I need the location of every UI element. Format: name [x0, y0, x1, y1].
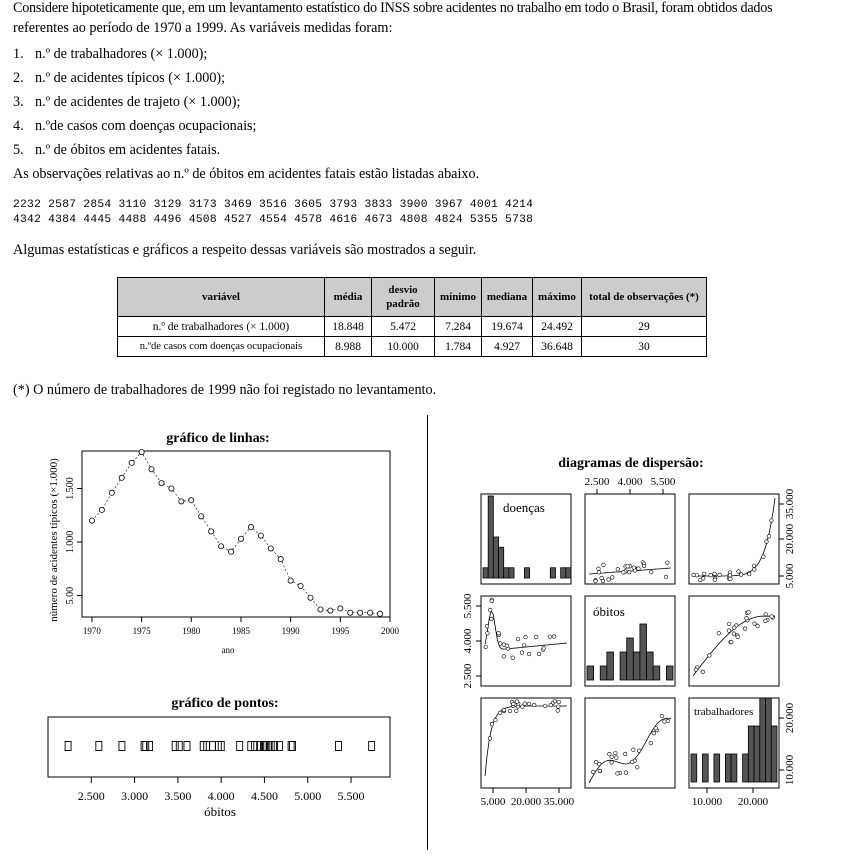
right-tick-label: 10.000	[784, 754, 796, 786]
scatter-point	[557, 705, 561, 709]
line-point	[358, 610, 363, 615]
scatter-point	[553, 699, 557, 703]
row1-total: 29	[582, 317, 707, 337]
scatter-point	[752, 564, 756, 568]
row2-variavel: n.ºde casos com doenças ocupacionais	[118, 337, 325, 357]
scatter-point	[537, 652, 541, 656]
bottom-tick-label: 20.000	[510, 796, 542, 808]
scatter-point	[490, 617, 494, 621]
scatter-point	[488, 737, 492, 741]
hist-bar-obitos	[653, 666, 660, 680]
scatter-point	[608, 752, 612, 756]
line-point	[258, 533, 263, 538]
right-tick-label: 35.000	[784, 488, 796, 520]
dot-point	[65, 742, 71, 751]
line-point	[129, 460, 134, 465]
hist-bar-obitos	[633, 652, 640, 680]
scatter-point	[497, 631, 501, 635]
hist-bar-trabalhadores	[731, 754, 737, 782]
scatter-point	[511, 702, 515, 706]
scatter-point	[664, 575, 668, 579]
x-tick-label: 3.500	[164, 789, 192, 803]
scatter-point	[666, 719, 670, 723]
list-item-number: 1.	[13, 46, 24, 62]
bottom-tick-label: 5.000	[480, 796, 506, 808]
dot-point	[288, 742, 294, 751]
header-media: média	[325, 278, 372, 317]
hist-bar-doencas	[550, 568, 555, 578]
bottom-tick-label: 20.000	[737, 796, 769, 808]
hist-bar-trabalhadores	[702, 754, 708, 782]
row2-mediana: 4.927	[482, 337, 533, 357]
hist-bar-obitos	[587, 666, 594, 680]
scatter-point	[708, 654, 712, 658]
row1-media: 18.848	[325, 317, 372, 337]
x-tick-label: 1980	[182, 626, 201, 636]
line-chart-ylabel: número de acidentes típicos (×1.000)	[48, 458, 60, 622]
scatter-point	[615, 756, 619, 760]
hist-bar-obitos	[627, 638, 634, 680]
line-series	[92, 452, 380, 614]
row2-total: 30	[582, 337, 707, 357]
scatter-point	[486, 631, 490, 635]
line-point	[288, 578, 293, 583]
scatter-point	[745, 616, 749, 620]
line-point	[308, 595, 313, 600]
scatter-point	[701, 670, 705, 674]
smooth-curve	[485, 611, 567, 649]
scatter-point	[692, 573, 696, 577]
x-tick-label: 2.500	[77, 789, 105, 803]
scatter-point	[753, 622, 757, 626]
line-point	[348, 610, 353, 615]
hist-bar-trabalhadores	[714, 754, 720, 782]
scatter-point	[739, 573, 743, 577]
smooth-curve	[485, 706, 567, 776]
dot-point	[369, 742, 375, 751]
scatter-point	[607, 578, 611, 582]
diag-label-trabalhadores: trabalhadores	[694, 706, 754, 718]
hist-bar-trabalhadores	[766, 698, 772, 782]
scatter-point	[548, 635, 552, 639]
dot-point	[184, 742, 190, 751]
x-tick-label: 1990	[281, 626, 300, 636]
scatter-point	[732, 632, 736, 636]
scatter-point	[642, 564, 646, 568]
scatter-point	[632, 748, 636, 752]
row1-maximo: 24.492	[533, 317, 582, 337]
line-point	[298, 583, 303, 588]
hist-bar-obitos	[666, 666, 673, 680]
line-point	[89, 518, 94, 523]
scatter-point	[614, 751, 618, 755]
line-chart-xlabel: ano	[221, 645, 235, 655]
scatter-point	[516, 637, 520, 641]
row2-minimo: 1.784	[435, 337, 482, 357]
scatter-point	[635, 765, 639, 769]
top-tick-label: 4.000	[617, 476, 643, 488]
header-minimo: mínimo	[435, 278, 482, 317]
scatter-point	[637, 567, 641, 571]
hist-bar-doencas	[488, 496, 493, 578]
scatter-point	[736, 635, 740, 639]
line-point	[377, 611, 382, 616]
bottom-tick-label: 10.000	[691, 796, 723, 808]
smooth-curve	[589, 718, 671, 783]
scatter-point	[488, 608, 492, 612]
scatter-point	[717, 631, 721, 635]
x-tick-label: 1995	[331, 626, 350, 636]
scatter-point	[747, 611, 751, 615]
hist-bar-doencas	[509, 568, 514, 578]
scatter-point	[611, 576, 615, 580]
hist-bar-trabalhadores	[725, 754, 731, 782]
row1-desvio: 5.472	[372, 317, 435, 337]
scatter-point	[770, 615, 774, 619]
dot-point	[143, 742, 149, 751]
scatter-point	[764, 612, 768, 616]
scatter-point	[490, 722, 494, 726]
scatter-point	[498, 711, 502, 715]
smooth-curve	[693, 616, 775, 676]
line-point	[169, 486, 174, 491]
scatter-point	[494, 718, 498, 722]
x-tick-label: 1985	[231, 626, 250, 636]
line-point	[338, 606, 343, 611]
scatter-point	[694, 668, 698, 672]
line-point	[368, 610, 373, 615]
scatter-point	[713, 578, 717, 582]
x-tick-label: 1975	[132, 626, 151, 636]
header-variavel: variável	[118, 278, 325, 317]
scatter-point	[598, 769, 602, 773]
line-point	[218, 544, 223, 549]
scatter-point	[695, 573, 699, 577]
scatter-point	[632, 566, 636, 570]
scatter-point	[524, 635, 528, 639]
scatter-point	[709, 573, 713, 577]
hist-bar-doencas	[561, 568, 566, 578]
line-chart-title: gráfico de linhas:	[166, 431, 270, 446]
x-tick-label: 4.500	[250, 789, 278, 803]
scatter-point	[762, 555, 766, 559]
scatter-point	[484, 645, 488, 649]
left-tick-label: 5.500	[462, 593, 474, 619]
line-point	[179, 499, 184, 504]
x-tick-label: 1970	[82, 626, 101, 636]
scatter-point	[729, 640, 733, 644]
line-point	[119, 475, 124, 480]
x-tick-label: 4.000	[207, 789, 235, 803]
header-total-label: total de observações (*)	[589, 291, 699, 303]
hist-bar-doencas	[504, 568, 509, 578]
scatter-point	[616, 772, 620, 776]
scatter-point	[552, 635, 556, 639]
intro-line-1: Considere hipoteticamente que, em um levantamento estatístico do INSS sobre acidentes no trabalho em todo o Brasil, foram obtidos dados	[13, 0, 773, 16]
scatter-point	[610, 761, 614, 765]
matrix-panel	[689, 494, 779, 584]
list-item-text: n.º de trabalhadores (× 1.000);	[35, 46, 208, 62]
line-point	[139, 449, 144, 454]
scatter-point	[654, 726, 658, 730]
line-point	[328, 608, 333, 613]
scatter-point	[498, 642, 502, 646]
right-tick-label: 20.000	[784, 523, 796, 555]
scatter-point	[505, 644, 509, 648]
scatter-point	[522, 643, 526, 647]
intro-line-2: referentes ao período de 1970 a 1999. As variáveis medidas foram:	[13, 20, 393, 36]
scatter-point	[752, 568, 756, 572]
dot-point	[96, 742, 102, 751]
scatter-point	[747, 572, 751, 576]
list-item-text: n.º de óbitos em acidentes fatais.	[35, 142, 221, 158]
statistics-intro: Algumas estatísticas e gráficos a respeito dessas variáveis são mostrados a seguir.	[13, 242, 477, 258]
hist-bar-trabalhadores	[748, 726, 754, 782]
x-tick-label: 5.500	[337, 789, 365, 803]
diag-label-doencas: doenças	[503, 500, 545, 515]
scatter-point	[485, 624, 489, 628]
line-point	[209, 529, 214, 534]
smooth-curve	[693, 498, 775, 576]
line-point	[149, 467, 154, 472]
dot-chart-xlabel: óbitos	[204, 804, 236, 819]
hist-bar-doencas	[483, 568, 488, 578]
left-tick-label: 4.000	[462, 628, 474, 654]
scatter-point	[702, 572, 706, 576]
scatter-point	[591, 770, 595, 774]
list-item-text: n.ºde casos com doenças ocupacionais;	[35, 118, 257, 134]
scatter-point	[765, 540, 769, 544]
line-point	[199, 514, 204, 519]
scatter-point	[727, 629, 731, 633]
scatter-matrix	[462, 456, 796, 808]
line-point	[159, 481, 164, 486]
diag-label-obitos: óbitos	[593, 604, 625, 619]
list-item-number: 3.	[13, 94, 24, 110]
scatter-point	[737, 570, 741, 574]
dot-point	[172, 742, 178, 751]
scatter-point	[666, 561, 670, 565]
dot-chart-title: gráfico de pontos:	[171, 696, 279, 711]
dot-point	[210, 742, 216, 751]
line-point	[99, 507, 104, 512]
matrix-panel	[585, 698, 675, 788]
scatter-point	[660, 714, 664, 718]
hist-bar-obitos	[607, 652, 614, 680]
scatter-point	[597, 567, 601, 571]
scatter-point	[718, 573, 722, 577]
line-point	[109, 490, 114, 495]
hist-bar-trabalhadores	[754, 726, 760, 782]
scatter-point	[556, 709, 560, 713]
dot-point	[290, 742, 296, 751]
hist-bar-obitos	[600, 666, 607, 680]
hist-bar-trabalhadores	[771, 726, 777, 782]
line-point	[238, 536, 243, 541]
scatter-point	[770, 519, 774, 523]
hist-bar-obitos	[640, 624, 647, 680]
scatter-point	[743, 627, 747, 631]
matrix-panel	[481, 596, 571, 686]
left-tick-label: 2.500	[462, 663, 474, 689]
scatter-point	[602, 563, 606, 567]
scatter-point	[502, 708, 506, 712]
scatter-matrix-title: diagramas de dispersão:	[558, 456, 704, 471]
dot-point	[204, 742, 210, 751]
scatter-point	[490, 599, 494, 603]
scatter-point	[767, 535, 771, 539]
hist-bar-obitos	[647, 652, 654, 680]
scatter-point	[511, 656, 515, 660]
list-item-number: 4.	[13, 118, 24, 134]
top-tick-label: 2.500	[584, 476, 610, 488]
line-point	[189, 498, 194, 503]
hist-bar-trabalhadores	[691, 754, 697, 782]
scatter-point	[626, 565, 630, 569]
row1-mediana: 19.674	[482, 317, 533, 337]
scatter-point	[594, 579, 598, 583]
scatter-point	[663, 720, 667, 724]
scatter-point	[597, 570, 601, 574]
header-maximo: máximo	[533, 278, 582, 317]
list-item-number: 5.	[13, 142, 24, 158]
scatter-point	[521, 705, 525, 709]
scatter-point	[532, 703, 536, 707]
scatter-point	[616, 567, 620, 571]
x-tick-label: 2000	[381, 626, 399, 636]
hist-bar-trabalhadores	[743, 754, 749, 782]
scatter-point	[729, 577, 733, 581]
dot-point	[248, 742, 254, 751]
scatter-point	[637, 749, 641, 753]
y-tick-label: 1.000	[65, 530, 76, 554]
observations-line-1: 2232 2587 2854 3110 3129 3173 3469 3516 3605 3793 3833 3900 3967 4001 4214	[13, 199, 534, 211]
hist-bar-doencas	[566, 568, 571, 578]
line-point	[278, 557, 283, 562]
row1-minimo: 7.284	[435, 317, 482, 337]
scatter-point	[549, 703, 553, 707]
bottom-tick-label: 35.000	[543, 796, 575, 808]
scatter-point	[527, 702, 531, 706]
dot-point	[200, 742, 206, 751]
hist-bar-doencas	[524, 568, 529, 578]
scatter-point	[627, 570, 631, 574]
scatter-point	[502, 655, 506, 659]
y-tick-label: 5.00	[65, 586, 76, 605]
right-tick-label: 20.000	[784, 702, 796, 734]
x-tick-label: 5.000	[294, 789, 322, 803]
scatter-point	[732, 626, 736, 630]
hist-bar-obitos	[620, 652, 627, 680]
row2-desvio: 10.000	[372, 337, 435, 357]
row2-media: 8.988	[325, 337, 372, 357]
x-tick-label: 3.000	[121, 789, 149, 803]
scatter-point	[594, 760, 598, 764]
line-point	[318, 607, 323, 612]
list-item-number: 2.	[13, 70, 24, 86]
scatter-point	[523, 702, 527, 706]
scatter-point	[728, 574, 732, 578]
scatter-point	[600, 576, 604, 580]
scatter-point	[623, 752, 627, 756]
scatter-point	[713, 572, 717, 576]
list-item-text: n.º de acidentes de trajeto (× 1.000);	[35, 94, 241, 110]
list-item-text: n.º de acidentes típicos (× 1.000);	[35, 70, 226, 86]
dot-chart	[48, 696, 390, 819]
top-tick-label: 5.500	[650, 476, 676, 488]
scatter-point	[542, 647, 546, 651]
dot-point	[176, 742, 182, 751]
dot-point	[237, 742, 243, 751]
line-point	[248, 524, 253, 529]
header-desvio-label: desvio padrão	[386, 284, 420, 310]
footnote: (*) O número de trabalhadores de 1999 não foi registado no levantamento.	[13, 382, 437, 398]
scatter-point	[701, 577, 705, 581]
row1-variavel: n.º de trabalhadores (× 1.000)	[118, 317, 325, 337]
y-tick-label: 1.500	[65, 477, 76, 500]
scatter-point	[515, 709, 519, 713]
scatter-point	[557, 700, 561, 704]
scatter-point	[515, 700, 519, 704]
right-tick-label: 5.000	[784, 563, 796, 589]
scatter-point	[543, 704, 547, 708]
hist-bar-doencas	[499, 547, 504, 578]
scatter-point	[649, 741, 653, 745]
dot-point	[119, 742, 125, 751]
scatter-point	[520, 651, 524, 655]
line-chart	[48, 431, 400, 655]
scatter-point	[527, 652, 531, 656]
scatter-point	[534, 635, 538, 639]
dot-point	[335, 742, 341, 751]
scatter-point	[727, 622, 731, 626]
header-mediana: mediana	[482, 278, 533, 317]
scatter-point	[622, 571, 626, 575]
line-point	[268, 546, 273, 551]
scatter-point	[630, 760, 634, 764]
hist-bar-trabalhadores	[760, 698, 766, 782]
scatter-point	[624, 771, 628, 775]
scatter-point	[649, 570, 653, 574]
observations-intro: As observações relativas ao n.º de óbitos em acidentes fatais estão listadas abaixo.	[13, 166, 480, 182]
dot-chart-frame	[48, 717, 390, 777]
observations-line-2: 4342 4384 4445 4488 4496 4508 4527 4554 4578 4616 4673 4808 4824 5355 5738	[13, 214, 534, 226]
scatter-point	[508, 709, 512, 713]
scatter-point	[652, 731, 656, 735]
row2-maximo: 36.648	[533, 337, 582, 357]
line-point	[228, 549, 233, 554]
scatter-point	[764, 619, 768, 623]
line-chart-frame	[82, 451, 390, 617]
hist-bar-doencas	[493, 537, 498, 578]
